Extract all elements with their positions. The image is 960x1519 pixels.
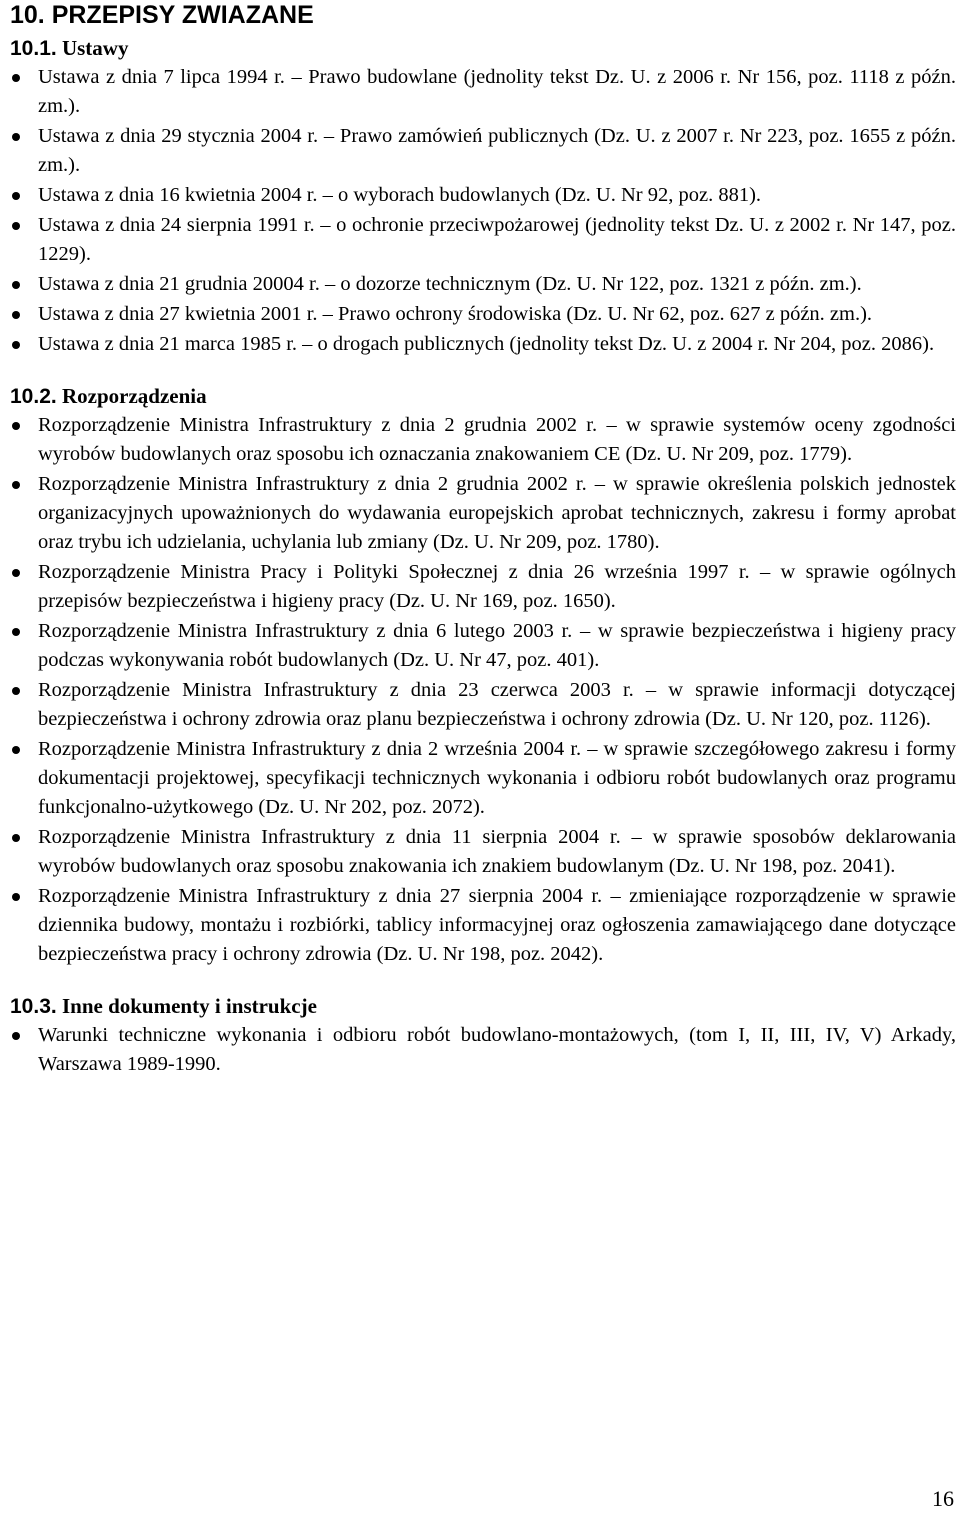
subsection-label: Ustawy [56,36,129,60]
page-number: 16 [932,1486,954,1511]
section-title: 10. PRZEPISY ZWIAZANE [10,1,314,29]
list-item: Rozporządzenie Ministra Infrastruktury z dnia 2 grudnia 2002 r. – w sprawie określenia polskich jednostek organizacyjnych upoważnionych do wydawania europejskich aprobat technicznych, zakresu i formy aprobat oraz trybu ich udzielania, uchylania lub zmiany (Dz. U. Nr 209, poz. 1780). [10,470,956,557]
list-item: Rozporządzenie Ministra Infrastruktury z dnia 2 grudnia 2002 r. – w sprawie systemów oceny zgodności wyrobów budowlanych oraz sposobu ich oznaczania znakowaniem CE (Dz. U. Nr 209, poz. 1779). [10,411,956,469]
list-item: Ustawa z dnia 21 marca 1985 r. – o drogach publicznych (jednolity tekst Dz. U. z 2004 r. Nr 204, poz. 2086). [10,330,956,359]
list-item: Rozporządzenie Ministra Infrastruktury z dnia 2 września 2004 r. – w sprawie szczegółowego zakresu i formy dokumentacji projektowej, specyfikacji technicznych wykonania i odbioru robót budowlanych oraz programu funkcjonalno-użytkowego (Dz. U. Nr 202, poz. 2072). [10,735,956,822]
subsection-title-inne [10,993,956,1020]
list-item: Ustawa z dnia 21 grudnia 20004 r. – o dozorze technicznym (Dz. U. Nr 122, poz. 1321 z późn. zm.). [10,270,956,299]
list-item: Ustawa z dnia 27 kwietnia 2001 r. – Prawo ochrony środowiska (Dz. U. Nr 62, poz. 627 z późn. zm.). [10,300,956,329]
list-item: Rozporządzenie Ministra Infrastruktury z dnia 6 lutego 2003 r. – w sprawie bezpieczeństwa i higieny pracy podczas wykonywania robót budowlanych (Dz. U. Nr 47, poz. 401). [10,617,956,675]
subsection-label: Inne dokumenty i instrukcje [56,994,317,1018]
list-item: Ustawa z dnia 24 sierpnia 1991 r. – o ochronie przeciwpożarowej (jednolity tekst Dz. U. z 2002 r. Nr 147, poz. 1229). [10,211,956,269]
list-item: Rozporządzenie Ministra Pracy i Polityki Społecznej z dnia 26 września 1997 r. – w sprawie ogólnych przepisów bezpieczeństwa i higieny pracy (Dz. U. Nr 169, poz. 1650). [10,558,956,616]
subsection-number: 10.3. [10,995,57,1018]
list-item: Rozporządzenie Ministra Infrastruktury z dnia 27 sierpnia 2004 r. – zmieniające rozporządzenie w sprawie dziennika budowy, montażu i rozbiórki, tablicy informacyjnej oraz ogłoszenia zamawiającego dane dotyczące bezpieczeństwa pracy i ochrony zdrowia (Dz. U. Nr 198, poz. 2042). [10,882,956,969]
rozporzadzenia-list [10,411,956,969]
list-item: Ustawa z dnia 29 stycznia 2004 r. – Prawo zamówień publicznych (Dz. U. z 2007 r. Nr 223, poz. 1655 z późn. zm.). [10,122,956,180]
subsection-number: 10.1. [10,37,57,60]
list-item: Rozporządzenie Ministra Infrastruktury z dnia 11 sierpnia 2004 r. – w sprawie sposobów deklarowania wyrobów budowlanych oraz sposobu znakowania ich znakiem budowlanym (Dz. U. Nr 198, poz. 2041). [10,823,956,881]
list-item: Ustawa z dnia 16 kwietnia 2004 r. – o wyborach budowlanych (Dz. U. Nr 92, poz. 881). [10,181,956,210]
subsection-label: Rozporządzenia [56,384,207,408]
subsection-number: 10.2. [10,385,57,408]
document-page [10,0,956,1080]
list-item: Rozporządzenie Ministra Infrastruktury z dnia 23 czerwca 2003 r. – w sprawie informacji dotyczącej bezpieczeństwa i ochrony zdrowia oraz planu bezpieczeństwa i ochrony zdrowia (Dz. U. Nr 120, poz. 1126). [10,676,956,734]
list-item: Warunki techniczne wykonania i odbioru robót budowlano-montażowych, (tom I, II, III, IV, V) Arkady, Warszawa 1989-1990. [10,1021,956,1079]
subsection-title-rozporzadzenia [10,383,956,410]
ustawy-list [10,63,956,359]
list-item: Ustawa z dnia 7 lipca 1994 r. – Prawo budowlane (jednolity tekst Dz. U. z 2006 r. Nr 156, poz. 1118 z późn. zm.). [10,63,956,121]
inne-list [10,1021,956,1079]
subsection-title-ustawy [10,35,956,62]
